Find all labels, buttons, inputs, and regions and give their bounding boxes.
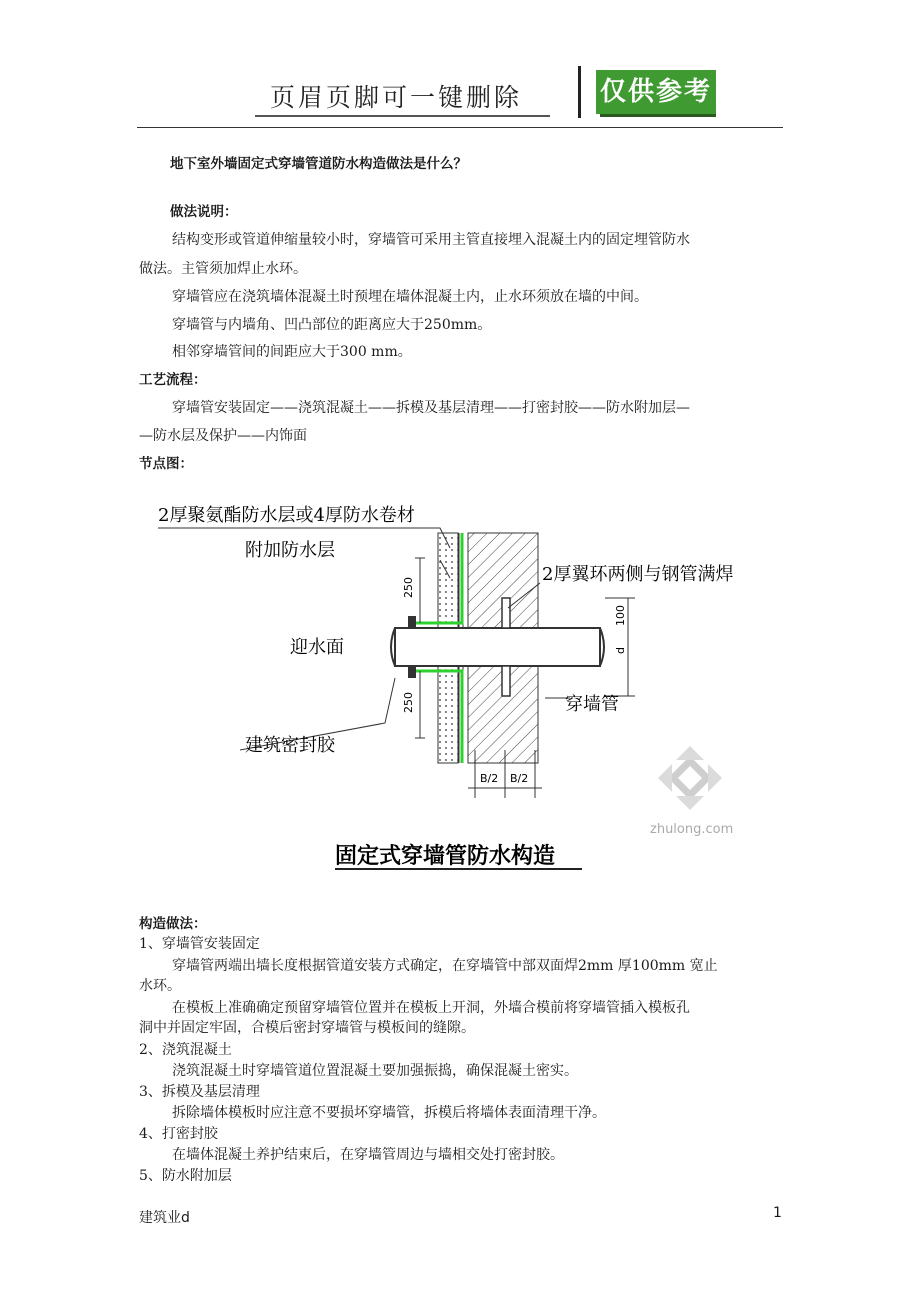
label-ring: 2厚翼环两侧与钢管满焊 bbox=[542, 564, 734, 585]
section-3-title: 3、拆模及基层清理 bbox=[139, 1084, 260, 1100]
wall-pipe bbox=[395, 628, 600, 666]
method-p2: 穿墙管应在浇筑墙体混凝土时预埋在墙体混凝土内，止水环须放在墙的中间。 bbox=[172, 289, 648, 305]
header-text: 页眉页脚可一键删除 bbox=[270, 83, 523, 112]
badge-shadow bbox=[600, 114, 716, 117]
section-2-p: 浇筑混凝土时穿墙管道位置混凝土要加强振捣，确保混凝土密实。 bbox=[172, 1063, 578, 1079]
water-stop-ring-bottom bbox=[502, 666, 510, 696]
section-1-p2-line1: 在模板上准确确定预留穿墙管位置并在模板上开洞，外墙合模前将穿墙管插入模板孔 bbox=[172, 1000, 690, 1016]
sealant-top bbox=[408, 616, 416, 628]
label-pipe: 穿墙管 bbox=[565, 694, 619, 715]
method-p1-line2: 做法。主管须加焊止水环。 bbox=[139, 261, 307, 277]
dim-b2-right: B/2 bbox=[510, 772, 529, 785]
watermark-text: zhulong.com bbox=[650, 822, 734, 837]
section-1-p1-line2: 水环。 bbox=[139, 978, 181, 994]
water-stop-ring-top bbox=[502, 598, 510, 628]
label-sealant: 建筑密封胶 bbox=[245, 735, 335, 756]
node-diagram bbox=[150, 488, 770, 888]
section-4-title: 4、打密封胶 bbox=[139, 1126, 218, 1142]
section-4-p: 在墙体混凝土养护结束后，在穿墙管周边与墙相交处打密封胶。 bbox=[172, 1147, 564, 1163]
node-heading: 节点图： bbox=[139, 456, 193, 472]
watermark-logo-icon bbox=[658, 746, 722, 810]
dim-250-top: 250 bbox=[402, 577, 415, 598]
question-title: 地下室外墙固定式穿墙管道防水构造做法是什么？ bbox=[170, 156, 467, 172]
construction-heading: 构造做法： bbox=[139, 916, 207, 932]
label-membrane: 2厚聚氨酯防水层或4厚防水卷材 bbox=[158, 505, 415, 526]
dim-d: d bbox=[614, 647, 627, 654]
diagram-caption: 固定式穿墙管防水构造 bbox=[335, 844, 556, 869]
page-number: 1 bbox=[773, 1205, 782, 1221]
reference-badge: 仅供参考 bbox=[596, 70, 716, 114]
section-3-p: 拆除墙体模板时应注意不要损坏穿墙管，拆模后将墙体表面清理干净。 bbox=[172, 1105, 606, 1121]
section-2-title: 2、浇筑混凝土 bbox=[139, 1042, 232, 1058]
header-rule bbox=[137, 127, 783, 128]
header-underline bbox=[255, 115, 550, 117]
process-line1: 穿墙管安装固定——浇筑混凝土——拆模及基层清理——打密封胶——防水附加层— bbox=[172, 400, 690, 416]
section-1-p1-line1: 穿墙管两端出墙长度根据管道安装方式确定，在穿墙管中部双面焊2mm 厚100mm 宽止 bbox=[172, 958, 718, 974]
section-1-title: 1、穿墙管安装固定 bbox=[139, 936, 260, 952]
footer-left-text: 建筑业d bbox=[139, 1210, 190, 1226]
process-heading: 工艺流程： bbox=[139, 372, 207, 388]
section-1-p2-line2: 洞中并固定牢固，合模后密封穿墙管与模板间的缝隙。 bbox=[139, 1020, 475, 1036]
method-heading: 做法说明： bbox=[170, 204, 238, 220]
sealant-bottom bbox=[408, 666, 416, 678]
method-p1-line1: 结构变形或管道伸缩量较小时，穿墙管可采用主管直接埋入混凝土内的固定埋管防水 bbox=[172, 232, 690, 248]
method-p3: 穿墙管与内墙角、凹凸部位的距离应大于250mm。 bbox=[172, 317, 492, 333]
process-line2: —防水层及保护——内饰面 bbox=[139, 428, 307, 444]
diagram-svg bbox=[150, 488, 770, 888]
dim-b2-left: B/2 bbox=[480, 772, 499, 785]
section-5-title: 5、防水附加层 bbox=[139, 1168, 232, 1184]
dim-100: 100 bbox=[614, 605, 627, 626]
label-water-face: 迎水面 bbox=[290, 637, 344, 658]
method-p4: 相邻穿墙管间的间距应大于300 mm。 bbox=[172, 344, 412, 360]
dim-250-bottom: 250 bbox=[402, 692, 415, 713]
header-divider bbox=[578, 66, 581, 118]
label-extra-layer: 附加防水层 bbox=[245, 540, 335, 561]
